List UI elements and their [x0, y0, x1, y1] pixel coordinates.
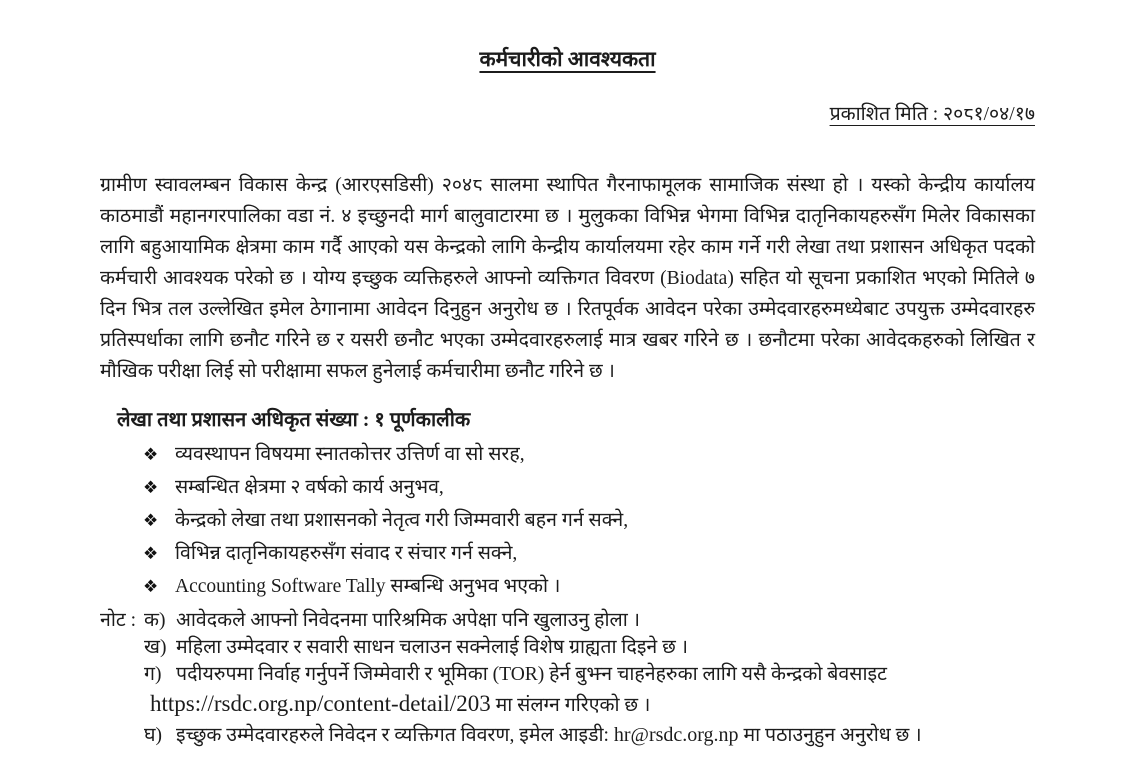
- intro-paragraph: ग्रामीण स्वावलम्बन विकास केन्द्र (आरएसडिसी) २०४८ सालमा स्थापित गैरनाफामूलक सामाजिक संस्था हो । यस्को केन्द्रीय कार्यालय काठमाडौं महानगरपालिका वडा नं. ४ इच्छुनदी मार्ग बालुवाटारमा छ । मुलुकका विभिन्न भेगमा विभिन्न दातृनिकायहरुसँग मिलेर विकासका लागि बहुआयामिक क्षेत्रमा काम गर्दै आएको यस केन्द्रको लागि केन्द्रीय कार्यालयमा रहेर काम गर्ने गरी लेखा तथा प्रशासन अधिकृत पदको कर्मचारी आवश्यक परेको छ । योग्य इच्छुक व्यक्तिहरुले आफ्नो व्यक्तिगत विवरण (Biodata) सहित यो सूचना प्रकाशित भएको मितिले ७ दिन भित्र तल उल्लेखित इमेल ठेगानामा आवेदन दिनुहुन अनुरोध छ । रितपूर्वक आवेदन परेका उम्मेदवारहरुमध्येबाट उपयुक्त उम्मेदवारहरु प्रतिस्पर्धाका लागि छनौट गरिने छ र यसरी छनौट भएका उम्मेदवारहरुलाई मात्र खबर गरिने छ । छनौटमा परेका आवेदकहरुको लिखित र मौखिक परीक्षा लिई सो परीक्षामा सफल हुनेलाई कर्मचारीमा छनौट गरिने छ ।: [100, 175, 1035, 382]
- note-text: पदीयरुपमा निर्वाह गर्नुपर्ने जिम्मेवारी र भूमिका (TOR) हेर्न बुझ्न चाहनेहरुका लागि यसै केन्द्रको बेवसाइट: [176, 663, 887, 685]
- note-marker: घ): [144, 724, 163, 746]
- note-text: आवेदकले आफ्नो निवेदनमा पारिश्रमिक अपेक्षा पनि खुलाउनु होला ।: [176, 609, 641, 631]
- note-text: [176, 722, 1035, 749]
- requirement-text: व्यवस्थापन विषयमा स्नातकोत्तर उत्तिर्ण वा सो सरह,: [175, 443, 525, 465]
- position-heading: लेखा तथा प्रशासन अधिकृत संख्या : १ पूर्णकालीक: [117, 408, 471, 431]
- tor-url-link[interactable]: https://rsdc.org.np/content-detail/203: [150, 690, 491, 716]
- requirements-list: [100, 438, 1035, 603]
- note-text-before-email: इच्छुक उम्मेदवारहरुले निवेदन र व्यक्तिगत विवरण, इमेल आइडी:: [176, 724, 614, 746]
- notes-label: नोट :: [100, 609, 136, 631]
- requirement-item: [143, 504, 1035, 537]
- requirement-text: केन्द्रको लेखा तथा प्रशासनको नेतृत्व गरी जिम्मवारी बहन गर्न सक्ने,: [175, 509, 629, 531]
- note-item: [144, 661, 1035, 688]
- note-item: [144, 722, 1035, 749]
- requirement-item: [143, 570, 1035, 603]
- tor-url-line: [144, 688, 1035, 722]
- notes-section: [100, 607, 1035, 749]
- note-text-after-email: मा पठाउनुहुन अनुरोध छ ।: [738, 724, 922, 746]
- note-marker: ख): [144, 636, 167, 658]
- requirement-item: [143, 438, 1035, 471]
- page-title: कर्मचारीको आवश्यकता: [479, 47, 656, 71]
- note-item: [144, 634, 1035, 661]
- diamond-bullet-icon: ❖: [143, 543, 159, 563]
- email-link[interactable]: hr@rsdc.org.np: [613, 723, 739, 746]
- requirement-item: [143, 471, 1035, 504]
- note-marker: क): [144, 609, 166, 631]
- diamond-bullet-icon: ❖: [143, 444, 159, 464]
- published-date: प्रकाशित मिति : २०८१/०४/१७: [829, 104, 1035, 125]
- note-marker: ग): [144, 663, 162, 685]
- diamond-bullet-icon: ❖: [143, 576, 159, 596]
- tor-url-suffix: मा संलग्न गरिएको छ ।: [490, 694, 651, 716]
- requirement-text: सम्बन्धित क्षेत्रमा २ वर्षको कार्य अनुभव,: [175, 476, 444, 498]
- note-item: [144, 607, 1035, 634]
- requirement-text: विभिन्न दातृनिकायहरुसँग संवाद र संचार गर्न सक्ने,: [175, 542, 518, 564]
- diamond-bullet-icon: ❖: [143, 510, 159, 530]
- diamond-bullet-icon: ❖: [143, 477, 159, 497]
- note-items: [144, 607, 1035, 749]
- published-date-row: [100, 102, 1035, 128]
- note-text: महिला उम्मेदवार र सवारी साधन चलाउन सक्नेलाई विशेष ग्राह्यता दिइने छ ।: [176, 636, 689, 658]
- requirement-item: [143, 537, 1035, 570]
- requirement-text: Accounting Software Tally सम्बन्धि अनुभव भएको ।: [175, 575, 561, 597]
